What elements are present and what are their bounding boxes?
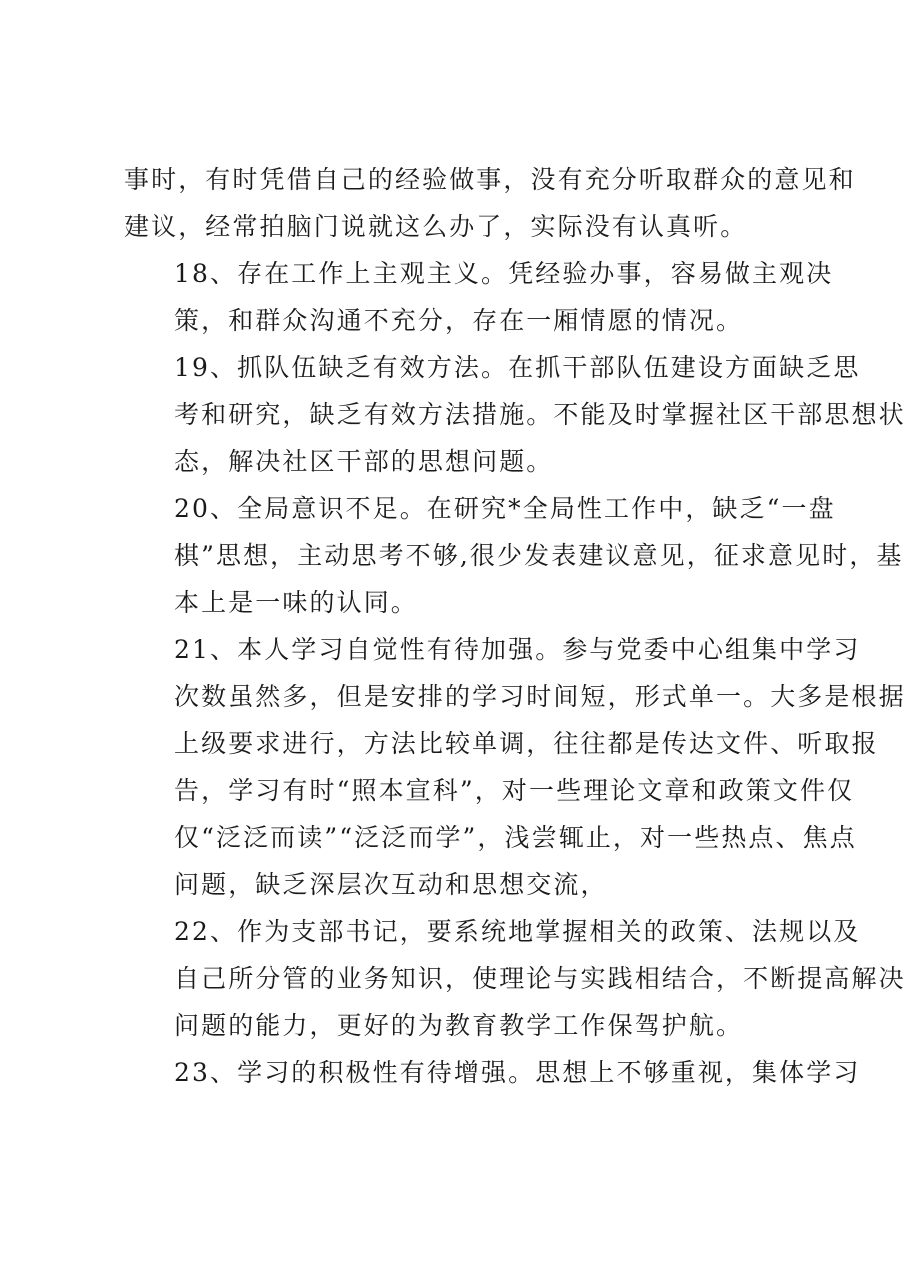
text-line: 23、学习的积极性有待增强。思想上不够重视，集体学习 [174, 1058, 861, 1087]
text-line: 18、存在工作上主观主义。凭经验办事，容易做主观决 [174, 259, 834, 288]
text-line: 棋”思想，主动思考不够,很少发表建议意见，征求意见时，基 [174, 541, 904, 570]
text-line: 本上是一味的认同。 [174, 588, 418, 617]
text-line: 19、抓队伍缺乏有效方法。在抓干部队伍建设方面缺乏思 [174, 353, 861, 382]
text-line: 仅“泛泛而读”“泛泛而学”，浅尝辄止，对一些热点、焦点 [174, 823, 857, 852]
text-line: 考和研究，缺乏有效方法措施。不能及时掌握社区干部思想状 [174, 400, 906, 429]
text-line: 21、本人学习自觉性有待加强。参与党委中心组集中学习 [174, 635, 861, 664]
text-line: 22、作为支部书记，要系统地掌握相关的政策、法规以及 [174, 917, 861, 946]
paragraph [124, 626, 906, 908]
paragraph [124, 344, 906, 485]
text-line: 事时，有时凭借自己的经验做事，没有充分听取群众的意见和 [124, 165, 856, 194]
paragraph [124, 1049, 861, 1096]
text-line: 自己所分管的业务知识，使理论与实践相结合，不断提高解决 [174, 964, 906, 993]
paragraph [124, 485, 904, 626]
text-line: 策，和群众沟通不充分，存在一厢情愿的情况。 [174, 306, 744, 335]
paragraph [124, 156, 856, 250]
text-line: 问题的能力，更好的为教育教学工作保驾护航。 [174, 1011, 744, 1040]
text-line: 建议，经常拍脑门说就这么办了，实际没有认真听。 [124, 212, 748, 241]
text-line: 告，学习有时“照本宣科”，对一些理论文章和政策文件仅 [174, 776, 855, 805]
document-body [124, 156, 906, 1096]
paragraph [124, 250, 834, 344]
text-line: 次数虽然多，但是安排的学习时间短，形式单一。大多是根据 [174, 682, 906, 711]
text-line: 态，解决社区干部的思想问题。 [174, 447, 554, 476]
paragraph [124, 908, 906, 1049]
text-line: 问题，缺乏深层次互动和思想交流， [174, 870, 608, 899]
text-line: 20、全局意识不足。在研究*全局性工作中，缺乏“一盘 [174, 494, 836, 523]
text-line: 上级要求进行，方法比较单调，往往都是传达文件、听取报 [174, 729, 879, 758]
